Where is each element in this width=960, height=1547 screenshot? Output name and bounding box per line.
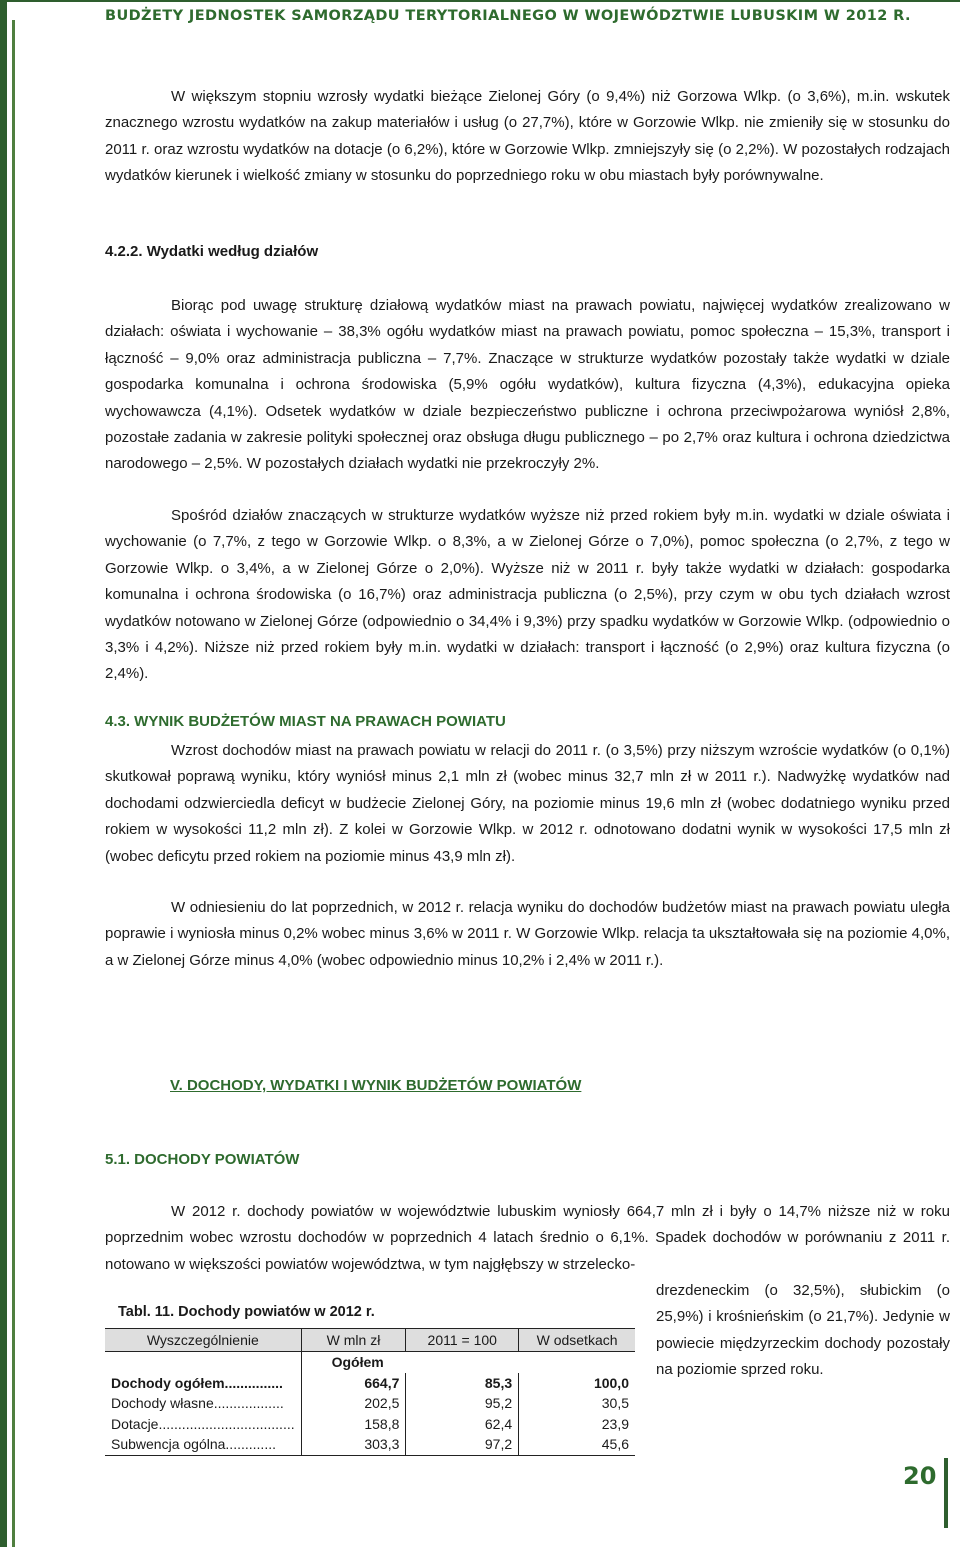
section-43-heading: 4.3. WYNIK BUDŻETÓW MIAST NA PRAWACH POWIATU [105,713,506,730]
section-422-paragraph-2: Spośród działów znaczących w strukturze wydatków wyższe niż przed rokiem były m.in. wydatki w dziale oświata i wychowanie (o 7,7%, z tego w Gorzowie Wlkp. o 8,3%, a w Zielonej Górze o 7,0%), pomoc społeczna (o 2,7%, z tego w Gorzowie Wlkp. o 3,4%, a w Zielonej Górze o 2,0%). Wyższe niż w 2011 r. były także wydatki w działach: gospodarka komunalna i ochrona środowiska (o 16,7%) oraz administracja publiczna (o 2,5%), przy czym w obu tych działach wzrost wydatków notowano w Zielonej Górze (odpowiednio o 34,4% i 9,3%) przy spadku wydatków w Gorzowie Wlkp. (odpowiednio o 3,3% i 4,2%). Niższe niż przed rokiem były m.in. wydatki w działach: transport i łączność (o 2,9%) oraz kultura fizyczna (o 2,4%). [105,507,950,683]
section-422-paragraph-1: Biorąc pod uwagę strukturę działową wydatków miast na prawach powiatu, najwięcej wydatków zrealizowano w działach: oświata i wychowanie – 38,3% ogółu wydatków miast na prawach powiatu, pomoc społeczna – 15,3%, transport i łączność – 9,0% oraz administracja publiczna – 7,7%. Znaczące w strukturze wydatków pozostały także wydatki w dziale gospodarka komunalna i ochrona środowiska (5,9% ogółu wydatków), kultura fizyczna (4,3%), edukacyjna opieka wychowawcza (4,1%). Odsetek wydatków w dziale bezpieczeństwo publiczne i ochrona przeciwpożarowa wyniósł 2,8%, pozostałe zadania w zakresie polityki społecznej oraz obsługa długu publicznego – po 2,7% oraz kultura i ochrona dziedzictwa narodowego – 2,5%. W pozostałych działach wydatki nie przekroczyły 2%. [105,297,950,473]
section-51-paragraph: W 2012 r. dochody powiatów w województwie lubuskim wyniosły 664,7 mln zł i były o 14,7% niższe niż w roku poprzednim wobec wzrostu dochodów w poprzednich 4 latach średnio o 6,1%. Spadek dochodów w porównaniu z 2011 r. notowano w większości powiatów województwa, w tym najgłębszy w strzelecko- [105,1203,950,1273]
section-51-paragraph-continued: drezdeneckim (o 32,5%), słubickim (o 25,9%) i krośnieńskim (o 21,7%). Jedynie w powiecie międzyrzeckim dochody pozostały na poziomie sprzed roku. [656,1282,950,1379]
running-header: BUDŻETY JEDNOSTEK SAMORZĄDU TERYTORIALNEGO W WOJEWÓDZTWIE LUBUSKIM W 2012 R. [105,8,911,24]
intro-paragraph: W większym stopniu wzrosły wydatki bieżące Zielonej Góry (o 9,4%) niż Gorzowa Wlkp. (o 3,6%), m.in. wskutek znacznego wzrostu wydatków na zakup materiałów i usług (o 27,7%), które w Gorzowie Wlkp. nie zmieniły się w stosunku do 2011 r. oraz wzrostu wydatków na dotacje (o 6,2%), które w Gorzowie Wlkp. zmniejszyły się (o 2,2%). W pozostałych rodzajach wydatków kierunek i wielkość zmiany w stosunku do poprzedniego roku w obu miastach były porównywalne. [105,88,950,185]
cell-index: 85,3 [406,1373,519,1394]
row-label: Subwencja ogólna............. [105,1434,301,1455]
row-label: Dotacje................................... [111,1415,295,1432]
cell-mln: 303,3 [301,1434,406,1455]
table-row [105,1393,635,1414]
section-43-paragraph-2: W odniesieniu do lat poprzednich, w 2012 r. relacja wyniku do dochodów budżetów miast na prawach powiatu uległa poprawie i wyniosła minus 0,2% wobec minus 3,6% w 2011 r. W Gorzowie Wlkp. relacja ta ukształtowała się na poziomie 4,0%, a w Zielonej Górze minus 4,0% (wobec odpowiednio minus 10,2% i 2,4% w 2011 r.). [105,899,950,969]
section-43-paragraph-1: Wzrost dochodów miast na prawach powiatu w relacji do 2011 r. (o 3,5%) przy niższym wzroście wydatków (o 0,1%) skutkował poprawą wyniku, który wyniósł minus 2,1 mln zł (wobec minus 32,7 mln zł w 2011 r.). Nadwyżkę wydatków nad dochodami odzwierciedla deficyt w budżecie Zielonej Góry, na poziomie minus 19,6 mln zł (wobec dodatniego wyniku przed rokiem w wysokości 11,2 mln zł). Z kolei w Gorzowie Wlkp. w 2012 r. odnotowano dodatni wynik w wysokości 17,5 mln zł (wobec deficytu przed rokiem na poziomie minus 43,9 mln zł). [105,742,950,865]
column-header: W odsetkach [519,1329,635,1352]
cell-percent: 30,5 [519,1393,635,1414]
cell-percent: 23,9 [519,1414,635,1435]
cell-mln: 202,5 [301,1393,406,1414]
cell-index: 97,2 [406,1434,519,1455]
group-spacer [105,1352,301,1373]
income-table [105,1328,635,1456]
left-margin-bar [0,0,7,1547]
row-label: Dochody ogółem............... [111,1374,283,1391]
cell-index: 62,4 [406,1414,519,1435]
column-header: 2011 = 100 [406,1329,519,1352]
group-label: Ogółem [301,1352,635,1373]
cell-mln: 158,8 [301,1414,406,1435]
cell-percent: 100,0 [519,1373,635,1394]
left-margin-bar-thin [12,20,15,1547]
section-422-heading: 4.2.2. Wydatki według działów [105,243,319,260]
cell-mln: 664,7 [301,1373,406,1394]
table-header-row [105,1329,635,1352]
column-header: Wyszczególnienie [105,1329,301,1352]
column-header: W mln zł [301,1329,406,1352]
page-number-bar [944,1458,948,1528]
cell-percent: 45,6 [519,1434,635,1455]
page-number: 20 [903,1462,937,1490]
row-label: Dochody własne.................. [111,1395,284,1412]
table-group-row [105,1352,635,1373]
table-title: Tabl. 11. Dochody powiatów w 2012 r. [118,1304,375,1320]
table-row [105,1373,635,1394]
table-row [105,1434,635,1455]
section-51-heading: 5.1. DOCHODY POWIATÓW [105,1151,300,1168]
cell-index: 95,2 [406,1393,519,1414]
top-rule [0,0,960,2]
table-row [105,1414,635,1435]
chapter-v-heading: V. DOCHODY, WYDATKI I WYNIK BUDŻETÓW POWIATÓW [170,1077,582,1094]
